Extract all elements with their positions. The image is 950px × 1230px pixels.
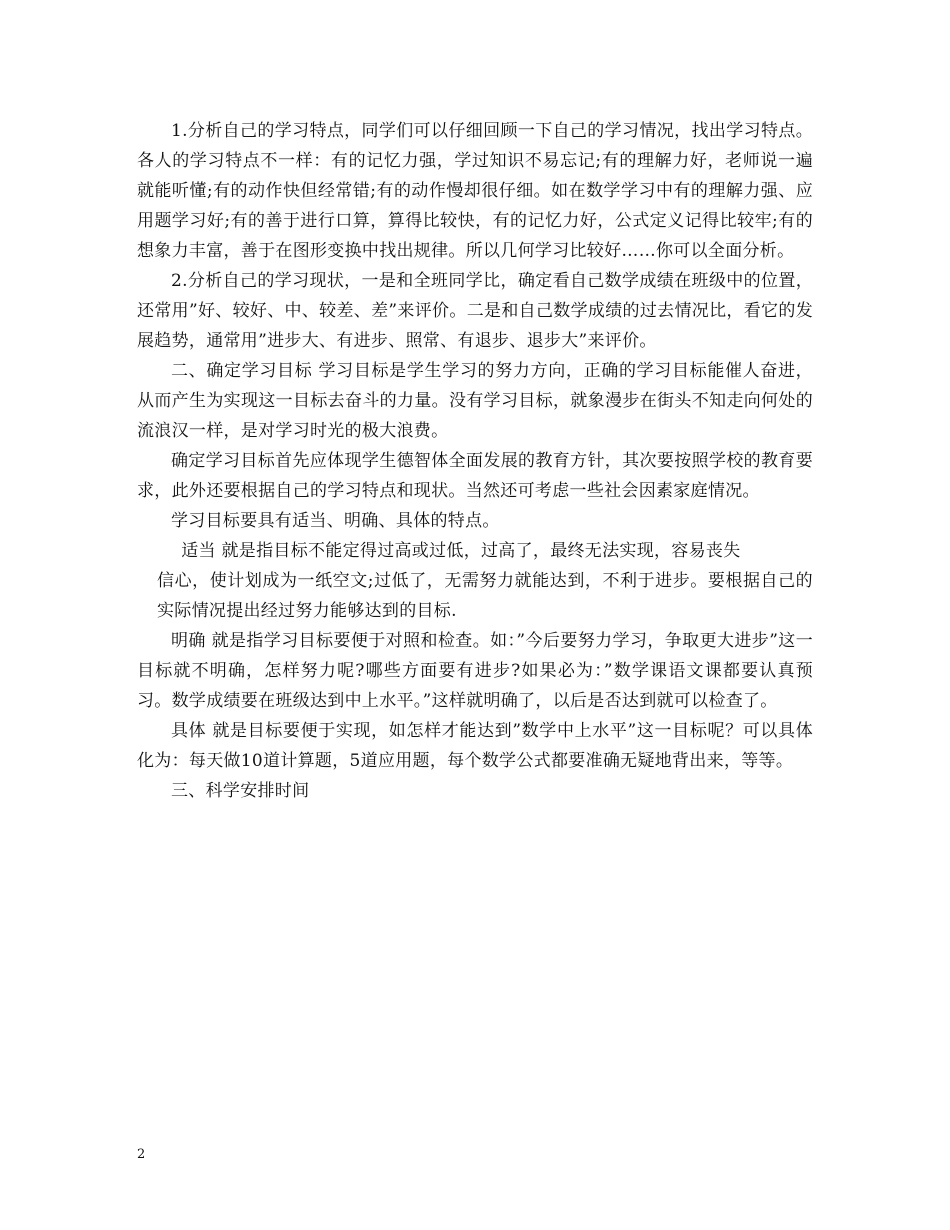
paragraph-set-goals: 二、确定学习目标 学习目标是学生学习的努力方向，正确的学习目标能催人奋进，从而产生为实现这一目标去奋斗的力量。没有学习目标，就象漫步在街头不知走向何处的流浪汉一样，是对学习时光的极大浪费。 — [137, 361, 813, 441]
paragraph-specific: 具体 就是目标要便于实现，如怎样才能达到”数学中上水平”这一目标呢？可以具体化为：每天做10道计算题，5道应用题，每个数学公式都要准确无疑地背出来，等等。 — [137, 721, 813, 771]
paragraph-goal-features: 学习目标要具有适当、明确、具体的特点。 — [171, 511, 500, 531]
paragraph-analyze-characteristics: 1.分析自己的学习特点，同学们可以仔细回顾一下自己的学习情况，找出学习特点。各人的学习特点不一样：有的记忆力强，学过知识不易忘记;有的理解力好，老师说一遍就能听懂;有的动作快但经常错;有的动作慢却很仔细。如在数学学习中有的理解力强、应用题学习好;有的善于进行口算，算得比较快，有的记忆力好，公式定义记得比较牢;有的想象力丰富，善于在图形变换中找出规律。所以几何学习比较好……你可以全面分析。 — [137, 121, 813, 261]
paragraph-goal-principles: 确定学习目标首先应体现学生德智体全面发展的教育方针，其次要按照学校的教育要求，此外还要根据自己的学习特点和现状。当然还可考虑一些社会因素家庭情况。 — [137, 451, 813, 501]
paragraph-analyze-status: 2.分析自己的学习现状，一是和全班同学比，确定看自己数学成绩在班级中的位置，还常用”好、较好、中、较差、差”来评价。二是和自己数学成绩的过去情况比，看它的发展趋势，通常用”进步大、有进步、照常、有退步、退步大”来评价。 — [137, 271, 813, 351]
paragraph-clear: 明确 就是指学习目标要便于对照和检查。如：”今后要努力学习，争取更大进步”这一目标就不明确，怎样努力呢?哪些方面要有进步?如果必为：”数学课语文课都要认真预习。数学成绩要在班级达到中上水平。”这样就明确了，以后是否达到就可以检查了。 — [137, 631, 813, 711]
document-body — [137, 116, 813, 806]
section-heading-schedule-time: 三、科学安排时间 — [171, 781, 310, 801]
paragraph-appropriate: 适当 就是指目标不能定得过高或过低，过高了，最终无法实现，容易丧失 — [181, 541, 741, 561]
paragraph-appropriate-continued: 信心，使计划成为一纸空文;过低了，无需努力就能达到，不利于进步。要根据自己的实际情况提出经过努力能够达到的目标. — [157, 571, 813, 621]
page-number: 2 — [137, 1147, 146, 1162]
